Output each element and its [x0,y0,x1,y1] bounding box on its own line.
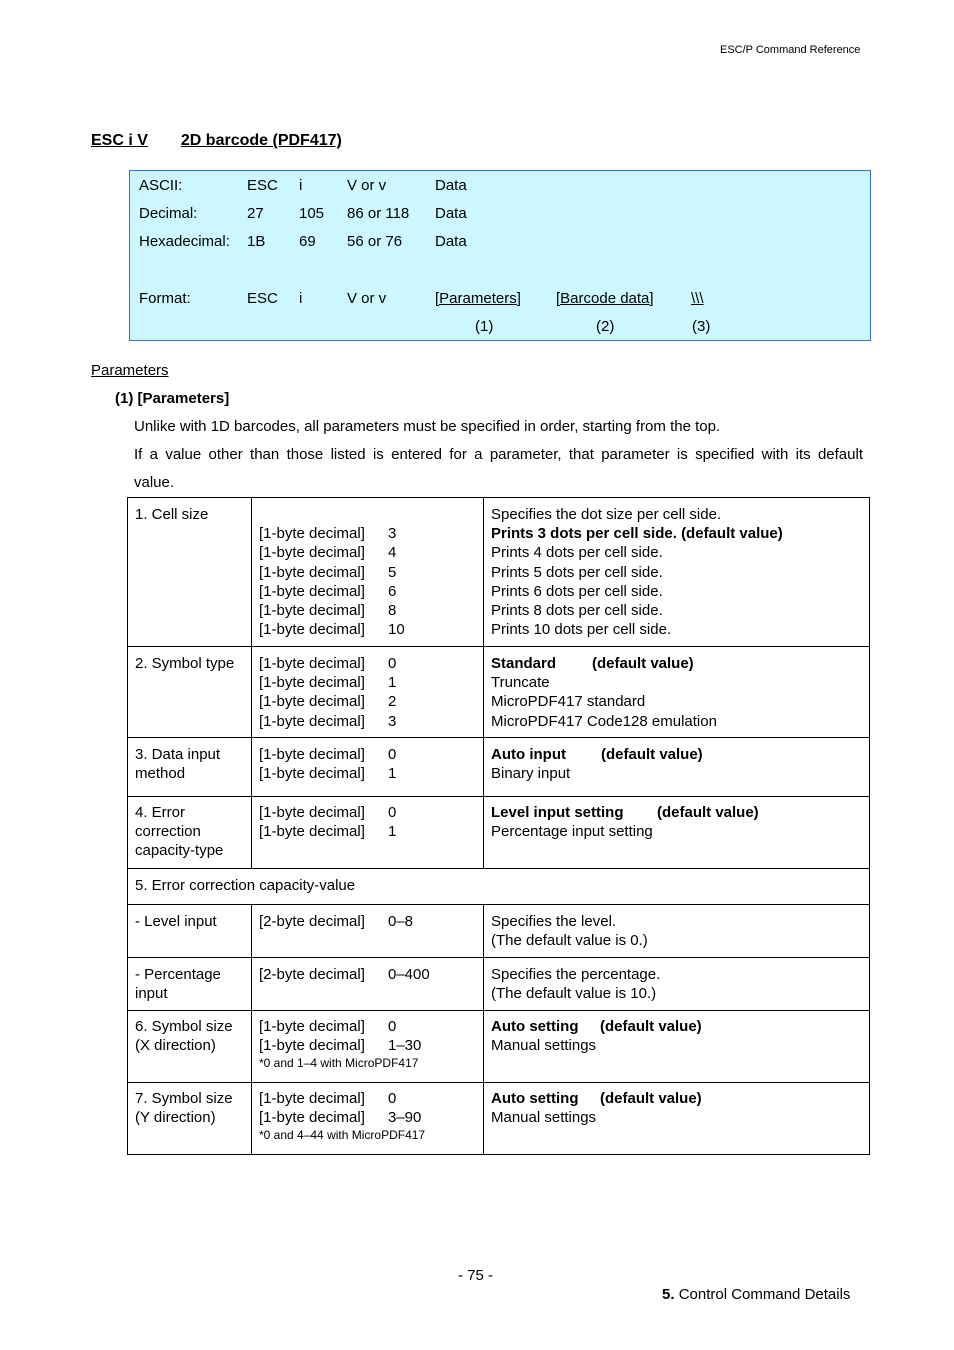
table-row-size-y [128,1083,870,1155]
table-row-ec-value [128,869,870,905]
format-c2: i [299,290,303,307]
value: 0 [388,746,397,763]
ec-type-label-2: correction [135,823,201,841]
description: Manual settings [491,1037,597,1055]
list-item [259,673,476,692]
format-parameters: [Parameters] [435,290,521,307]
format-barcode-data: [Barcode data] [556,290,654,307]
list-item [259,965,476,984]
parameters-heading: Parameters [91,362,169,379]
data-input-label-2: method [135,765,186,783]
size-y-label-2: (Y direction) [135,1109,216,1127]
ascii-label: ASCII: [139,177,183,194]
value: 0–400 [388,966,430,983]
ascii-c2: i [299,177,303,194]
value: 3 [388,712,397,730]
default-suffix: (default value) [600,1090,702,1107]
default-label: Auto setting [491,1090,579,1107]
value-type: [1-byte decimal] [259,563,365,581]
decimal-c3: 86 or 118 [347,205,410,222]
command-name: 2D barcode (PDF417) [180,132,342,149]
micro-pdf417-note: *0 and 4–44 with MicroPDF417 [259,1128,426,1143]
list-item [259,1108,476,1127]
chapter-title: Control Command Details [678,1286,851,1303]
format-note-1: (1) [475,318,494,335]
symbol-type-values [252,647,484,738]
table-row-cell-size [128,498,870,647]
list-item [259,912,476,931]
level-input-name [128,905,252,958]
default-label: Standard [491,655,557,672]
value-type: [2-byte decimal] [259,913,365,930]
table-row-ec-type [128,797,870,869]
value-type: [1-byte decimal] [259,1018,365,1035]
value-type: [1-byte decimal] [259,525,365,543]
ec-type-descriptions [484,797,870,869]
intro-line-1: Unlike with 1D barcodes, all parameters must be specified in order, starting from the top. [134,418,721,435]
value: 3 [388,525,397,543]
value-type: [1-byte decimal] [259,674,365,692]
level-input-values [252,905,484,958]
description: Prints 5 dots per cell side. [491,563,663,581]
data-input-descriptions [484,738,870,797]
intro-line-2: If a value other than those listed is entered for a parameter, that parameter is specified with its default [134,446,863,463]
value-type: [1-byte decimal] [259,693,365,711]
percentage-input-values [252,958,484,1011]
value: 5 [388,563,397,581]
description-default [491,745,862,764]
micro-pdf417-note: *0 and 1–4 with MicroPDF417 [259,1056,419,1071]
description: Truncate [491,674,550,692]
page-number: - 75 - [458,1267,494,1284]
list-item [259,692,476,711]
value: 6 [388,582,397,600]
list-item [259,803,476,822]
hex-c3: 56 or 76 [347,233,403,250]
format-c3: V or v [347,290,387,307]
hex-c4: Data [435,233,467,250]
list-item [259,1017,476,1036]
ec-type-label-3: capacity-type [135,842,224,860]
value: 1 [388,823,397,841]
size-y-values [252,1083,484,1155]
ascii-c3: V or v [347,177,387,194]
data-input-name [128,738,252,797]
value-type: [1-byte decimal] [259,582,365,600]
cell-size-label: 1. Cell size [135,506,209,523]
list-item [259,563,476,582]
symbol-type-descriptions [484,647,870,738]
value: 1–30 [388,1037,422,1055]
list-item [259,745,476,764]
ec-value-name [128,869,870,905]
value-type: [1-byte decimal] [259,823,365,841]
value-type: [1-byte decimal] [259,712,365,730]
size-x-label-2: (X direction) [135,1037,216,1055]
ascii-c1: ESC [247,177,278,194]
percentage-input-name [128,958,252,1011]
default-suffix: (default value) [592,655,694,672]
description-default [491,803,862,822]
value-type: [1-byte decimal] [259,1037,365,1055]
value: 2 [388,693,397,711]
hex-c1: 1B [247,233,266,250]
description-default [491,1017,862,1036]
parameters-subheading: (1) [Parameters] [115,390,230,407]
value: 3–90 [388,1109,422,1127]
percentage-input-label-2: input [135,985,168,1003]
value-type: [1-byte decimal] [259,544,365,562]
description: Prints 10 dots per cell side. [491,621,672,639]
default-label: Level input setting [491,804,624,821]
chapter-number: 5. [662,1286,675,1303]
default-suffix: (default value) [657,804,759,821]
description-default [491,654,862,673]
description: Manual settings [491,1109,597,1127]
default-label: Auto setting [491,1018,579,1035]
value-type: [1-byte decimal] [259,621,365,639]
description: (The default value is 10.) [491,985,657,1003]
list-item [259,620,476,639]
description: Prints 8 dots per cell side. [491,602,663,620]
cell-size-name [128,498,252,647]
list-item [259,543,476,562]
value-type: [1-byte decimal] [259,1109,365,1127]
running-header: ESC/P Command Reference [720,44,861,56]
data-input-label-1: 3. Data input [135,746,221,763]
level-input-descriptions [484,905,870,958]
chapter-footer [662,1286,850,1303]
list-item [259,1089,476,1108]
format-c1: ESC [247,290,278,307]
size-x-label-1: 6. Symbol size [135,1018,233,1035]
description: MicroPDF417 Code128 emulation [491,712,717,730]
description-default [491,1089,862,1108]
table-row-size-x [128,1011,870,1083]
size-x-name [128,1011,252,1083]
ec-type-values [252,797,484,869]
ec-type-label-1: 4. Error [135,804,186,821]
description: Prints 4 dots per cell side. [491,544,663,562]
default-label: Auto input [491,746,566,763]
description: (The default value is 0.) [491,932,648,950]
size-y-descriptions [484,1083,870,1155]
value-type: [1-byte decimal] [259,765,365,783]
ec-type-name [128,797,252,869]
intro-line-3: value. [134,474,175,491]
value-type: [2-byte decimal] [259,966,365,983]
format-note-3: (3) [692,318,711,335]
command-title [91,132,342,150]
decimal-label: Decimal: [139,205,198,222]
description: Specifies the dot size per cell side. [491,506,722,523]
symbol-type-label: 2. Symbol type [135,655,235,672]
data-input-values [252,738,484,797]
table-row-level-input [128,905,870,958]
format-note-2: (2) [596,318,615,335]
table-row-percentage-input [128,958,870,1011]
list-item [259,712,476,731]
default-suffix: (default value) [601,746,703,763]
description-default: Prints 3 dots per cell side. (default value) [491,525,783,543]
ascii-c4: Data [435,177,467,194]
level-input-label: - Level input [135,913,217,930]
description: MicroPDF417 standard [491,693,646,711]
list-item [259,601,476,620]
list-item [259,582,476,601]
table-row-symbol-type [128,647,870,738]
value: 0 [388,655,397,672]
default-suffix: (default value) [600,1018,702,1035]
size-x-descriptions [484,1011,870,1083]
list-item [259,524,476,543]
description: Prints 6 dots per cell side. [491,582,663,600]
description: Binary input [491,765,571,783]
value: 4 [388,544,397,562]
value: 8 [388,602,397,620]
hex-c2: 69 [299,233,316,250]
size-x-values [252,1011,484,1083]
format-label: Format: [139,290,191,307]
list-item [259,764,476,783]
value: 10 [388,621,405,639]
table-row-data-input [128,738,870,797]
value: 0 [388,804,397,821]
value: 1 [388,674,397,692]
list-item [259,822,476,841]
description: Specifies the level. [491,913,617,930]
ec-value-label: 5. Error correction capacity-value [135,877,356,894]
percentage-input-label-1: - Percentage [135,966,221,983]
decimal-c1: 27 [247,205,264,222]
command-definition-box [129,170,871,341]
value-type: [1-byte decimal] [259,804,365,821]
size-y-name [128,1083,252,1155]
value-type: [1-byte decimal] [259,602,365,620]
size-y-label-1: 7. Symbol size [135,1090,233,1107]
value: 1 [388,765,397,783]
list-item [259,654,476,673]
value: 0 [388,1018,397,1035]
value: 0 [388,1090,397,1107]
value: 0–8 [388,913,414,930]
command-code: ESC i V [91,132,148,149]
value-type: [1-byte decimal] [259,746,365,763]
hex-label: Hexadecimal: [139,233,230,250]
symbol-type-name [128,647,252,738]
decimal-c2: 105 [299,205,325,222]
value-type: [1-byte decimal] [259,655,365,672]
parameters-table [127,497,870,1155]
list-item [259,1036,476,1055]
decimal-c4: Data [435,205,467,222]
format-terminator: \\\ [691,290,704,307]
percentage-input-descriptions [484,958,870,1011]
value-type: [1-byte decimal] [259,1090,365,1107]
cell-size-values [252,498,484,647]
cell-size-descriptions [484,498,870,647]
description: Percentage input setting [491,823,653,841]
description: Specifies the percentage. [491,966,661,983]
